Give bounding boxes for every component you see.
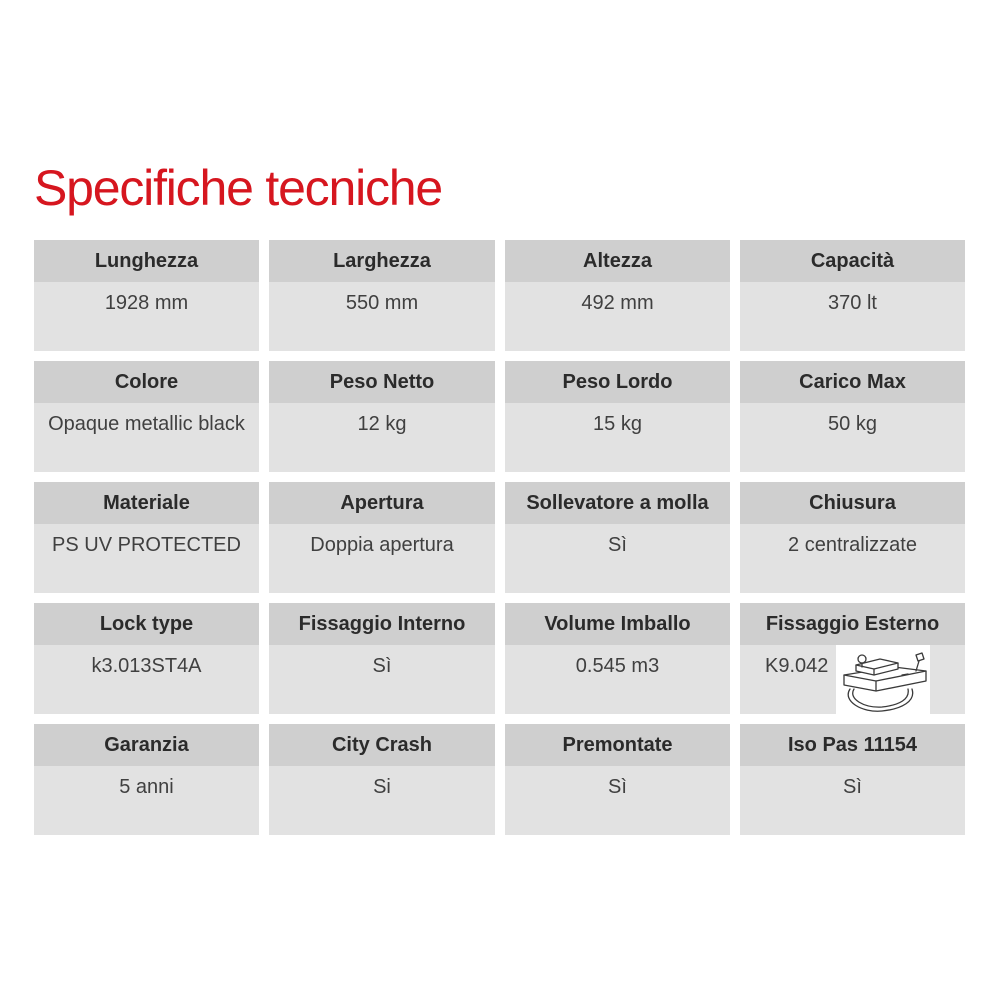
spec-value: Sì [608,534,627,556]
spec-value: Sì [372,655,392,677]
spec-cell-capacita [740,240,965,351]
spec-value: 550 mm [345,292,419,314]
spec-cell-colore [34,361,259,472]
spec-value: 2 centralizzate [788,534,917,556]
spec-value: Sì [608,776,627,798]
spec-cell-garanzia [34,724,259,835]
spec-value: Doppia apertura [310,534,454,556]
spec-cell-altezza [505,240,730,351]
spec-cell-sollevatore [505,482,730,593]
mounting-kit-image [836,645,930,714]
spec-cell-larghezza [269,240,495,351]
spec-cell-iso-pas [740,724,965,835]
spec-value: 15 kg [593,413,642,435]
spec-cell-materiale [34,482,259,593]
spec-label: Larghezza [269,240,495,282]
page-title: Specifiche tecniche [34,160,443,216]
spec-label: Garanzia [34,724,259,766]
spec-cell-city-crash [269,724,495,835]
spec-value: 1928 mm [104,292,189,314]
spec-label: Fissaggio Interno [269,603,495,645]
spec-cell-fissaggio-esterno [740,603,965,714]
spec-label: Apertura [269,482,495,524]
spec-cell-lock-type [34,603,259,714]
spec-label: City Crash [269,724,495,766]
spec-cell-peso-netto [269,361,495,472]
spec-value: Si [373,776,391,798]
spec-label: Iso Pas 11154 [740,724,965,766]
spec-label: Peso Netto [269,361,495,403]
spec-cell-peso-lordo [505,361,730,472]
spec-label: Lunghezza [34,240,259,282]
spec-value: k3.013ST4A [91,655,202,677]
spec-cell-lunghezza [34,240,259,351]
spec-label: Altezza [505,240,730,282]
spec-label: Premontate [505,724,730,766]
spec-value-with-image [740,645,965,714]
spec-cell-volume-imballo [505,603,730,714]
spec-label: Sollevatore a molla [505,482,730,524]
spec-value: Opaque metallic black [48,413,245,435]
spec-label: Chiusura [740,482,965,524]
spec-value: 5 anni [119,776,174,798]
spec-cell-premontate [505,724,730,835]
spec-value: K9.042 [765,655,829,677]
spec-label: Capacità [740,240,965,282]
spec-value: 370 lt [828,292,877,314]
spec-label: Carico Max [740,361,965,403]
spec-value: 492 mm [581,292,654,314]
spec-value: 12 kg [357,413,407,435]
spec-label: Peso Lordo [505,361,730,403]
spec-value: 0.545 m3 [575,655,660,677]
spec-label: Volume Imballo [505,603,730,645]
spec-value: 50 kg [828,413,877,435]
spec-cell-apertura [269,482,495,593]
spec-value: PS UV PROTECTED [52,534,241,556]
spec-label: Colore [34,361,259,403]
spec-cell-chiusura [740,482,965,593]
spec-grid [34,240,965,835]
spec-label: Fissaggio Esterno [740,603,965,645]
spec-label: Materiale [34,482,259,524]
spec-label: Lock type [34,603,259,645]
spec-value: Sì [843,776,862,798]
spec-cell-fissaggio-interno [269,603,495,714]
spec-cell-carico-max [740,361,965,472]
